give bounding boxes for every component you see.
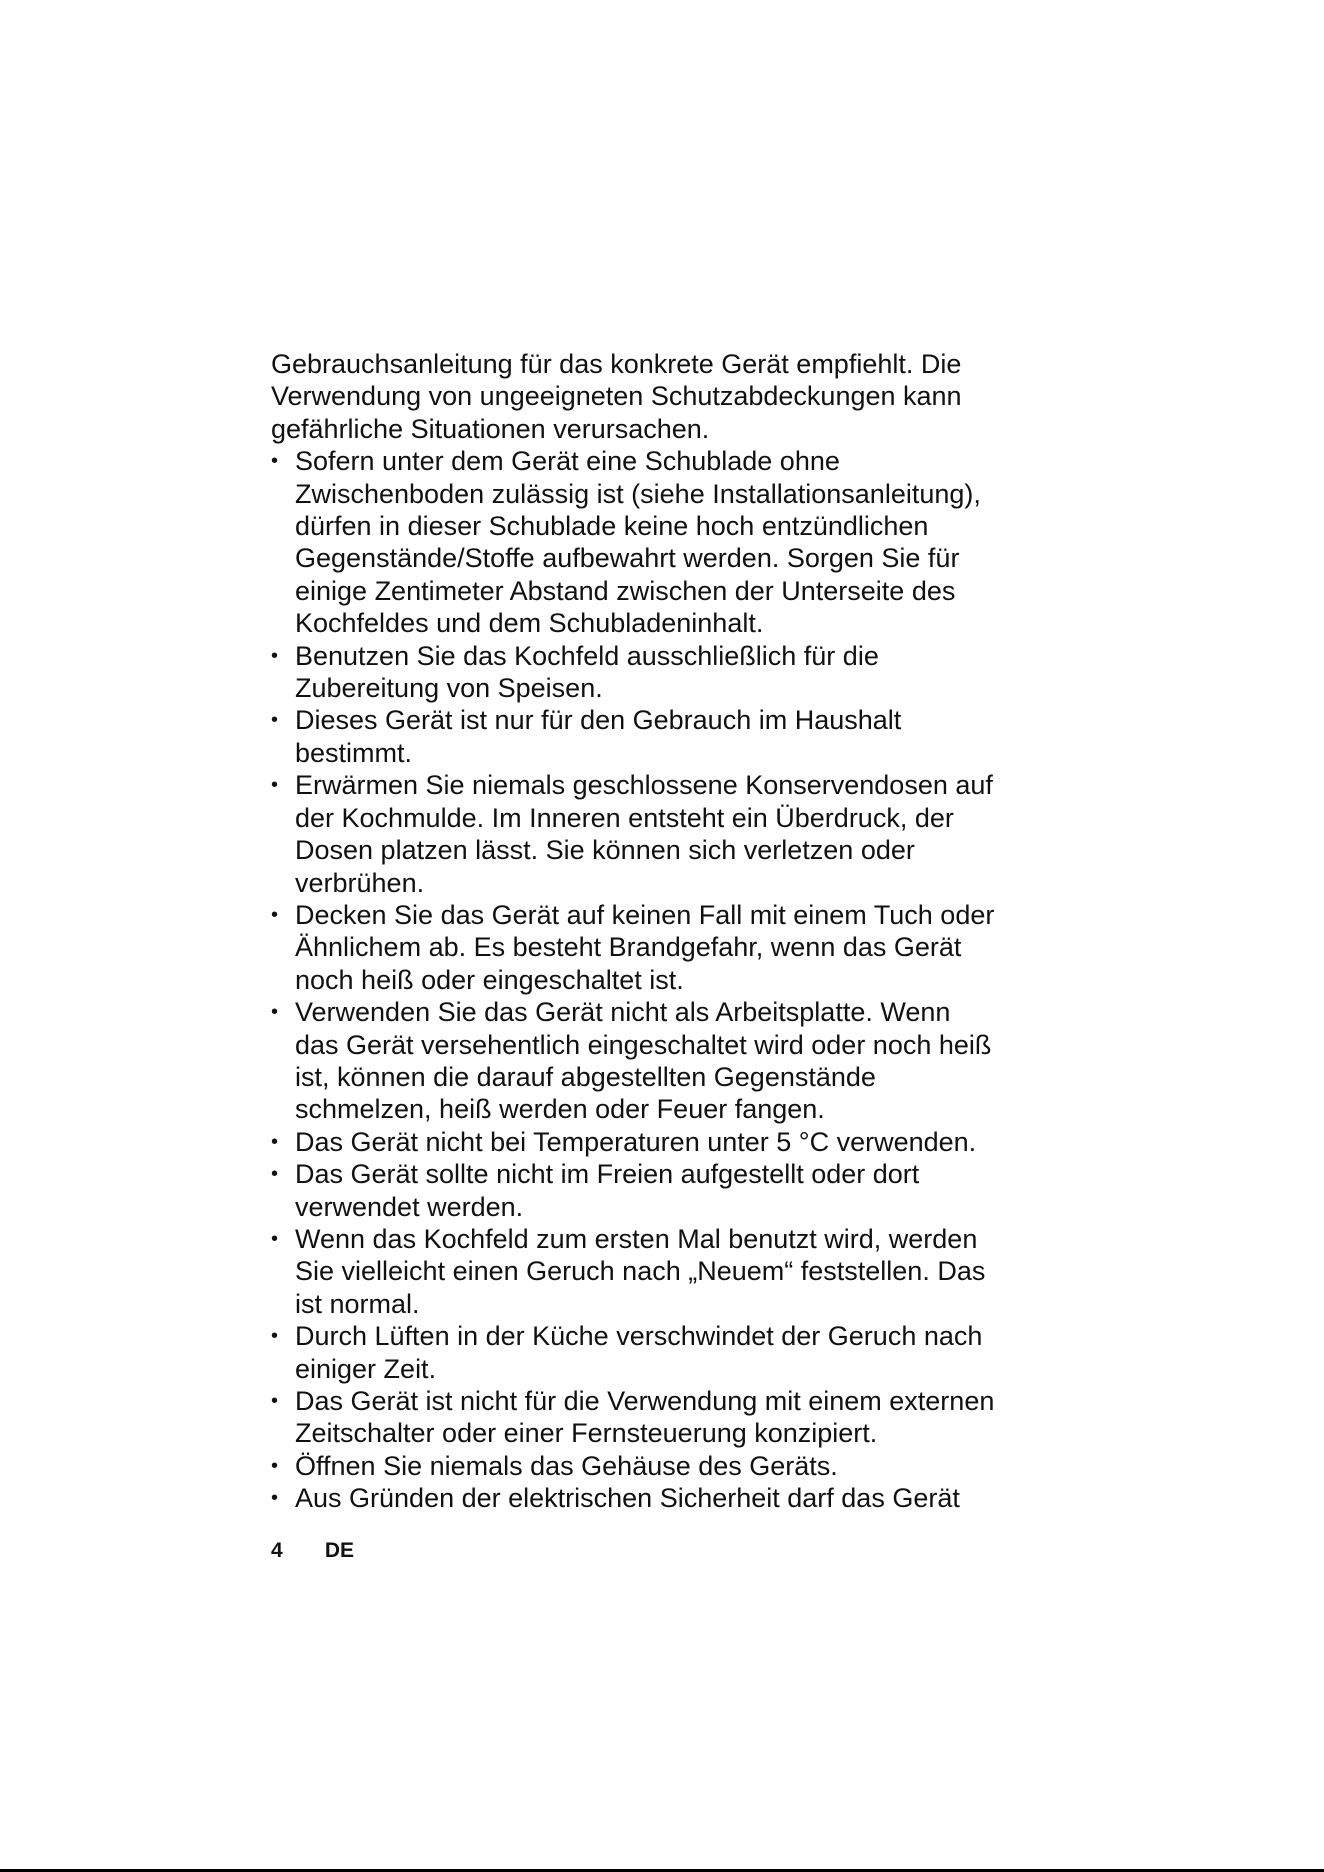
bullet-line: Decken Sie das Gerät auf keinen Fall mit einem Tuch oder xyxy=(295,899,995,930)
bullet-line: Dosen platzen lässt. Sie können sich verletzen oder xyxy=(295,835,915,866)
bullet-icon: • xyxy=(271,1001,279,1024)
bullet-line: Sie vielleicht einen Geruch nach „Neuem“ feststellen. Das xyxy=(295,1256,986,1287)
bullet-item xyxy=(271,1482,1071,1514)
bullet-line: Öffnen Sie niemals das Gehäuse des Geräts. xyxy=(295,1450,838,1481)
bullet-item xyxy=(271,445,1071,639)
bullet-line: Zeitschalter oder einer Fernsteuerung konzipiert. xyxy=(295,1418,878,1449)
bullet-item xyxy=(271,1126,1071,1158)
language-code: DE xyxy=(324,1539,355,1562)
bullet-icon: • xyxy=(271,1163,279,1186)
page-body xyxy=(271,348,1071,1515)
bullet-item xyxy=(271,1320,1071,1385)
bullet-line: Das Gerät ist nicht für die Verwendung mit einem externen xyxy=(295,1386,995,1416)
page-footer xyxy=(271,1539,354,1563)
bullet-item xyxy=(271,1223,1071,1320)
bullet-icon: • xyxy=(271,709,279,732)
bullet-line: Ähnlichem ab. Es besteht Brandgefahr, wenn das Gerät xyxy=(295,932,962,963)
bullet-line: Durch Lüften in der Küche verschwindet der Geruch nach xyxy=(295,1321,983,1352)
bullet-line: das Gerät versehentlich eingeschaltet wird oder noch heiß xyxy=(295,1029,992,1060)
bullet-line: Gegenstände/Stoffe aufbewahrt werden. Sorgen Sie für xyxy=(295,543,960,574)
bullet-line: Das Gerät sollte nicht im Freien aufgestellt oder dort xyxy=(295,1159,920,1190)
bullet-icon: • xyxy=(271,1487,279,1510)
bullet-line: Dieses Gerät ist nur für den Gebrauch im Haushalt xyxy=(295,705,902,736)
bullet-line: verwendet werden. xyxy=(295,1191,524,1222)
bullet-icon: • xyxy=(271,1227,279,1250)
bullet-icon: • xyxy=(271,903,279,926)
bullet-item xyxy=(271,640,1071,705)
bullet-item xyxy=(271,769,1071,899)
bullet-line: Wenn das Kochfeld zum ersten Mal benutzt wird, werden xyxy=(295,1223,978,1254)
bullet-line: der Kochmulde. Im Inneren entsteht ein Überdruck, der xyxy=(295,802,954,833)
bullet-item xyxy=(271,1158,1071,1223)
bullet-line: noch heiß oder eingeschaltet ist. xyxy=(295,964,684,995)
bullet-line: Aus Gründen der elektrischen Sicherheit darf das Gerät xyxy=(295,1483,960,1514)
intro-paragraph xyxy=(271,348,1071,445)
bullet-line: einiger Zeit. xyxy=(295,1353,437,1384)
bullet-icon: • xyxy=(271,1390,279,1412)
bullet-line: einige Zentimeter Abstand zwischen der Unterseite des xyxy=(295,575,956,606)
bullet-line: Das Gerät nicht bei Temperaturen unter 5 °C verwenden. xyxy=(295,1126,977,1157)
bullet-icon: • xyxy=(271,774,279,797)
bullet-line: Sofern unter dem Gerät eine Schublade ohne xyxy=(295,446,840,477)
bullet-line: Verwenden Sie das Gerät nicht als Arbeitsplatte. Wenn xyxy=(295,997,951,1028)
bullet-line: dürfen in dieser Schublade keine hoch entzündlichen xyxy=(295,511,929,542)
bullet-item xyxy=(271,1385,1071,1450)
intro-line: Gebrauchsanleitung für das konkrete Gerät empfiehlt. Die xyxy=(271,349,962,379)
bullet-line: Erwärmen Sie niemals geschlossene Konservendosen auf xyxy=(295,770,993,801)
bullet-line: schmelzen, heiß werden oder Feuer fangen. xyxy=(295,1094,825,1125)
bullet-icon: • xyxy=(271,1454,279,1477)
bullet-icon: • xyxy=(271,450,279,473)
bullet-line: Kochfeldes und dem Schubladeninhalt. xyxy=(295,608,764,639)
bullet-item xyxy=(271,899,1071,996)
bullet-line: verbrühen. xyxy=(295,867,425,898)
bullet-line: bestimmt. xyxy=(295,737,413,768)
bullet-item xyxy=(271,1450,1071,1482)
intro-line: Verwendung von ungeeigneten Schutzabdeckungen kann xyxy=(271,381,962,412)
safety-bullet-list xyxy=(271,445,1071,1514)
page-number: 4 xyxy=(271,1539,283,1562)
bullet-line: ist, können die darauf abgestellten Gegenstände xyxy=(295,1061,876,1092)
bullet-item xyxy=(271,996,1071,1126)
bullet-icon: • xyxy=(271,1130,279,1153)
bullet-line: ist normal. xyxy=(295,1288,420,1319)
bullet-line: Zubereitung von Speisen. xyxy=(295,673,603,704)
bullet-line: Benutzen Sie das Kochfeld ausschließlich für die xyxy=(295,640,879,671)
bullet-icon: • xyxy=(271,644,279,667)
bullet-icon: • xyxy=(271,1325,279,1348)
bullet-item xyxy=(271,704,1071,769)
bullet-line: Zwischenboden zulässig ist (siehe Installationsanleitung), xyxy=(295,478,981,509)
intro-line: gefährliche Situationen verursachen. xyxy=(271,413,710,444)
